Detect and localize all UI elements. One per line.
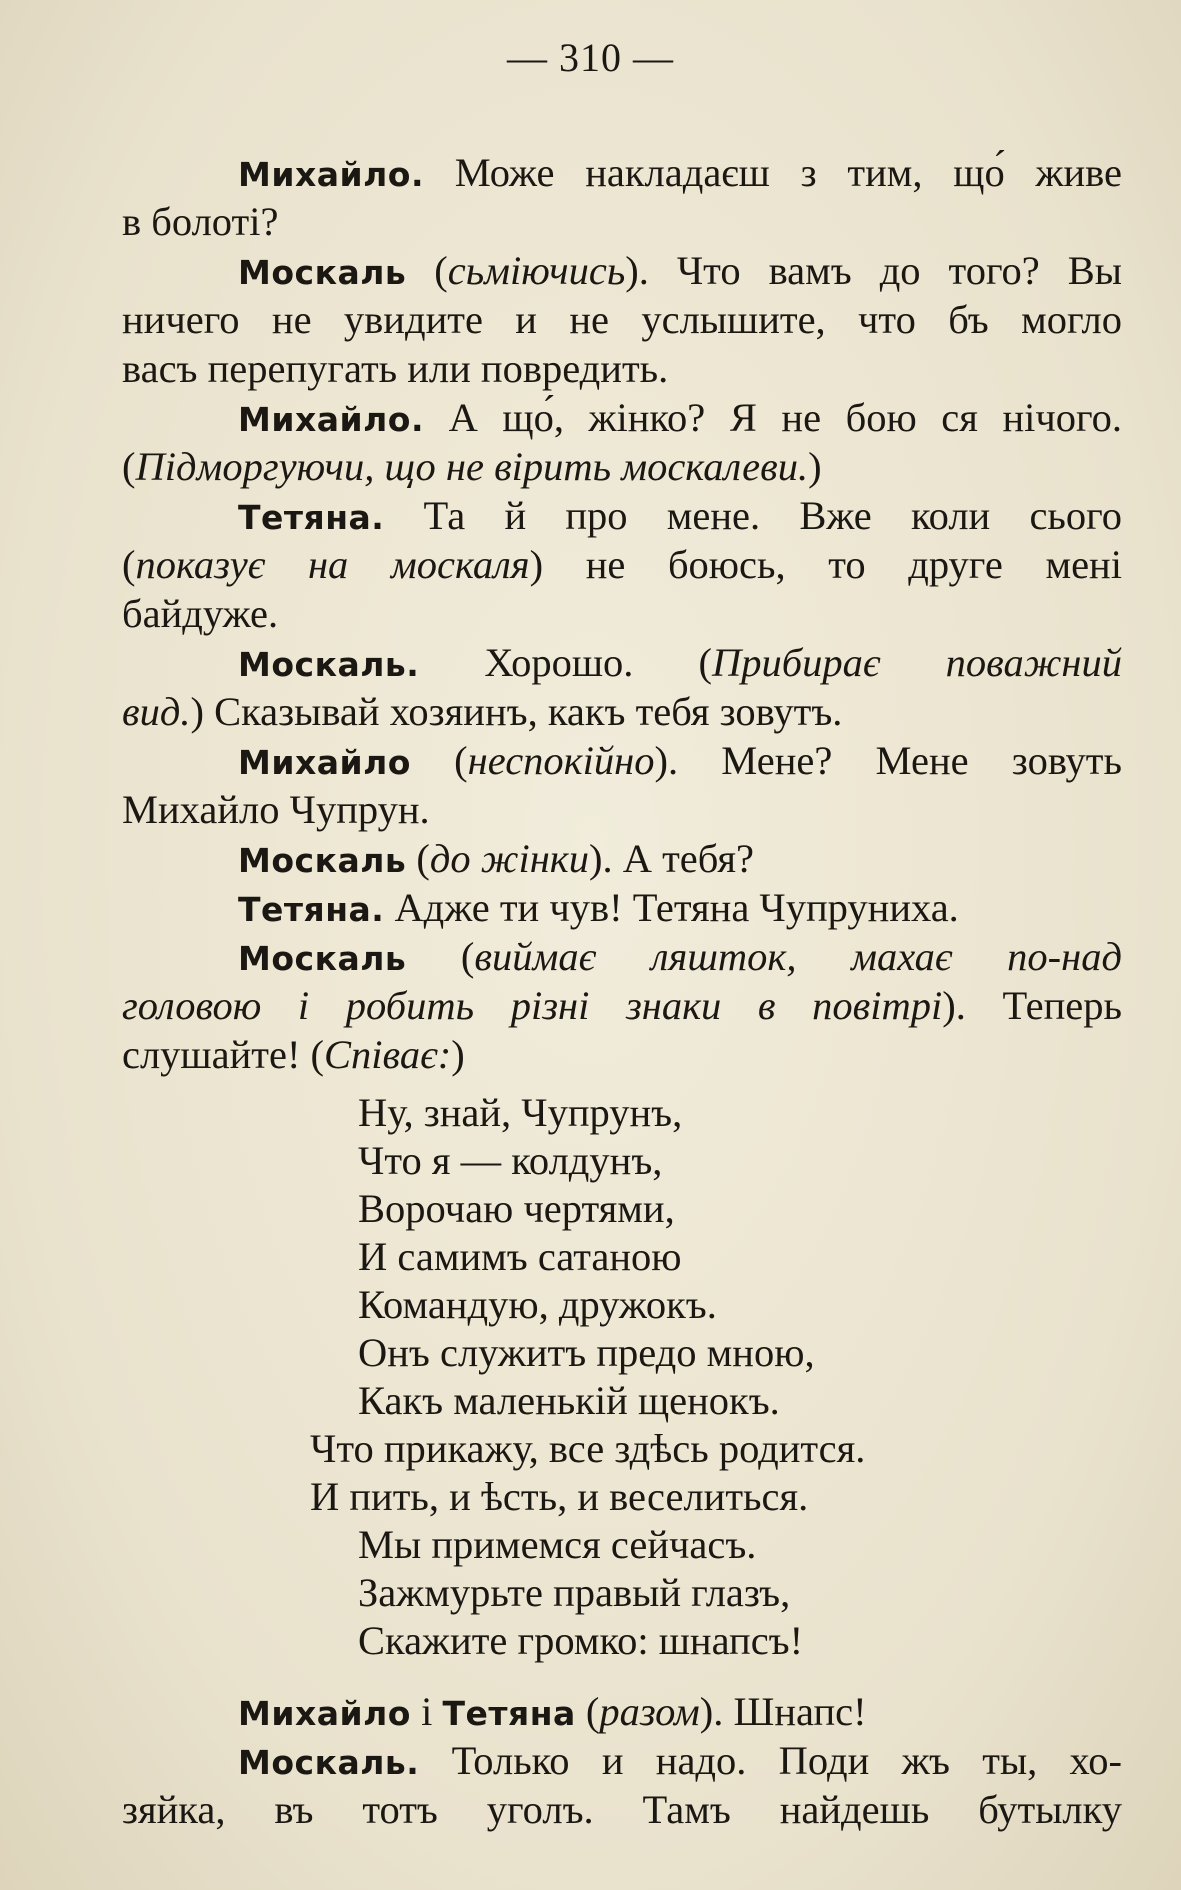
speaker-name: Москаль. bbox=[238, 645, 420, 684]
stage-direction: показує на москаля bbox=[135, 542, 530, 587]
dialogue-text: ). Мене? Мене зовуть bbox=[654, 738, 1122, 783]
text-line bbox=[122, 981, 1122, 1030]
dialogue-text: ( bbox=[410, 738, 468, 783]
verse-line: Скажите громко: шнапсъ! bbox=[358, 1618, 804, 1663]
dialogue-text: слушайте! ( bbox=[122, 1032, 325, 1077]
dialogue-text: ) не боюсь, то друге мені bbox=[529, 542, 1122, 587]
text-line bbox=[122, 344, 1122, 393]
speaker-name: Михайло bbox=[238, 1694, 411, 1733]
verse-line: Ну, знай, Чупрунъ, bbox=[358, 1090, 683, 1135]
stage-direction: сьміючись bbox=[447, 248, 626, 293]
speaker-name: Москаль bbox=[238, 841, 407, 880]
text-line bbox=[122, 834, 1122, 883]
dialogue-text: ( bbox=[122, 444, 136, 489]
verse-line: Какъ маленькій щенокъ. bbox=[358, 1378, 780, 1423]
dialogue-text: Адже ти чув! Тетяна Чупруниха. bbox=[384, 885, 959, 930]
text-line bbox=[122, 589, 1122, 638]
verse-line: И самимъ сатаною bbox=[358, 1234, 682, 1279]
dialogue-text: ). Шнапс! bbox=[699, 1689, 867, 1734]
text-line bbox=[122, 932, 1122, 981]
text-line bbox=[122, 540, 1122, 589]
verse-line: Мы примемся сейчасъ. bbox=[358, 1522, 757, 1567]
dialogue-text: Хорошо. ( bbox=[419, 640, 713, 685]
dialogue-text: Може накладаєш з тим, що́ живе bbox=[424, 150, 1122, 195]
text-line bbox=[122, 197, 1122, 246]
verse-line: Ворочаю чертями, bbox=[358, 1186, 675, 1231]
text-line bbox=[122, 736, 1122, 785]
dialogue-text: А що́, жінко? Я не бою ся нічого. bbox=[424, 395, 1122, 440]
stage-direction: Прибирає поважний bbox=[712, 640, 1123, 685]
dialogue-text: Михайло Чупрун. bbox=[122, 787, 430, 832]
text-line bbox=[122, 246, 1122, 295]
stage-direction: головою і робить різні знаки в повітрі bbox=[122, 983, 943, 1028]
dialogue-text: ) bbox=[451, 1032, 465, 1077]
dialogue-text: ( bbox=[406, 248, 448, 293]
page-number: — 310 — bbox=[507, 35, 674, 80]
text-line bbox=[122, 442, 1122, 491]
text-line bbox=[122, 687, 1122, 736]
dialogue-text: ( bbox=[406, 934, 475, 979]
text-line bbox=[122, 295, 1122, 344]
speaker-name: Тетяна bbox=[442, 1694, 576, 1733]
dialogue-text: зяйка, въ тотъ уголъ. Тамъ найдешь бутылку bbox=[122, 1787, 1122, 1832]
text-line bbox=[122, 638, 1122, 687]
speaker-name: Москаль. bbox=[238, 1743, 420, 1782]
speaker-name: Михайло. bbox=[238, 155, 425, 194]
play-text bbox=[122, 148, 1122, 1834]
dialogue-text: Та й про мене. Вже коли сього bbox=[384, 493, 1122, 538]
dialogue-text: ). Что вамъ до того? Вы bbox=[625, 248, 1122, 293]
dialogue-text: в болоті? bbox=[122, 199, 279, 244]
text-line bbox=[122, 1687, 1122, 1736]
text-line bbox=[122, 1030, 1122, 1079]
stage-direction: виймає ляшток, махає по-над bbox=[474, 934, 1122, 979]
dialogue-text: васъ перепугать или повредить. bbox=[122, 346, 669, 391]
stage-direction: неспокійно bbox=[467, 738, 655, 783]
dialogue-text: ( bbox=[575, 1689, 600, 1734]
text-line bbox=[122, 883, 1122, 932]
verse-line: Командую, дружокъ. bbox=[358, 1282, 717, 1327]
dialogue-text: ) Сказывай хозяинъ, какъ тебя зовутъ. bbox=[190, 689, 843, 734]
text-line bbox=[122, 1785, 1122, 1834]
verse-line: Зажмурьте правый глазъ, bbox=[358, 1570, 791, 1615]
dialogue-text: ( bbox=[406, 836, 430, 881]
speaker-name: Михайло. bbox=[238, 400, 425, 439]
verse-line: Что прикажу, все здѣсь родится. bbox=[310, 1426, 866, 1471]
dialogue-text: ( bbox=[122, 542, 136, 587]
dialogue-text: і bbox=[410, 1689, 443, 1734]
dialogue-text: Только и надо. Поди жъ ты, хо- bbox=[419, 1738, 1122, 1783]
speaker-name: Москаль bbox=[238, 939, 407, 978]
verse-line: Что я — колдунъ, bbox=[358, 1138, 663, 1183]
text-line bbox=[122, 1736, 1122, 1785]
text-line bbox=[122, 148, 1122, 197]
dialogue-text: ). Теперь bbox=[942, 983, 1122, 1028]
verse-line: И пить, и ѣсть, и веселиться. bbox=[310, 1474, 809, 1519]
speaker-name: Тетяна. bbox=[238, 890, 385, 929]
stage-direction: Підморгуючи, що не вірить москалеви. bbox=[135, 444, 809, 489]
verse-line: Онъ служитъ предо мною, bbox=[358, 1330, 815, 1375]
speaker-name: Москаль bbox=[238, 253, 407, 292]
speaker-name: Тетяна. bbox=[238, 498, 385, 537]
speaker-name: Михайло bbox=[238, 743, 411, 782]
dialogue-text: ) bbox=[808, 444, 822, 489]
dialogue-text: ничего не увидите и не услышите, что бъ могло bbox=[122, 297, 1122, 342]
stage-direction: вид. bbox=[122, 689, 191, 734]
dialogue-text: байдуже. bbox=[122, 591, 279, 636]
stage-direction: Співає: bbox=[324, 1032, 452, 1077]
text-line bbox=[122, 785, 1122, 834]
dialogue-text: ). А тебя? bbox=[588, 836, 754, 881]
stage-direction: до жінки bbox=[429, 836, 589, 881]
song-verse bbox=[122, 1079, 1122, 1687]
text-line bbox=[122, 491, 1122, 540]
stage-direction: разом bbox=[599, 1689, 700, 1734]
text-line bbox=[122, 393, 1122, 442]
